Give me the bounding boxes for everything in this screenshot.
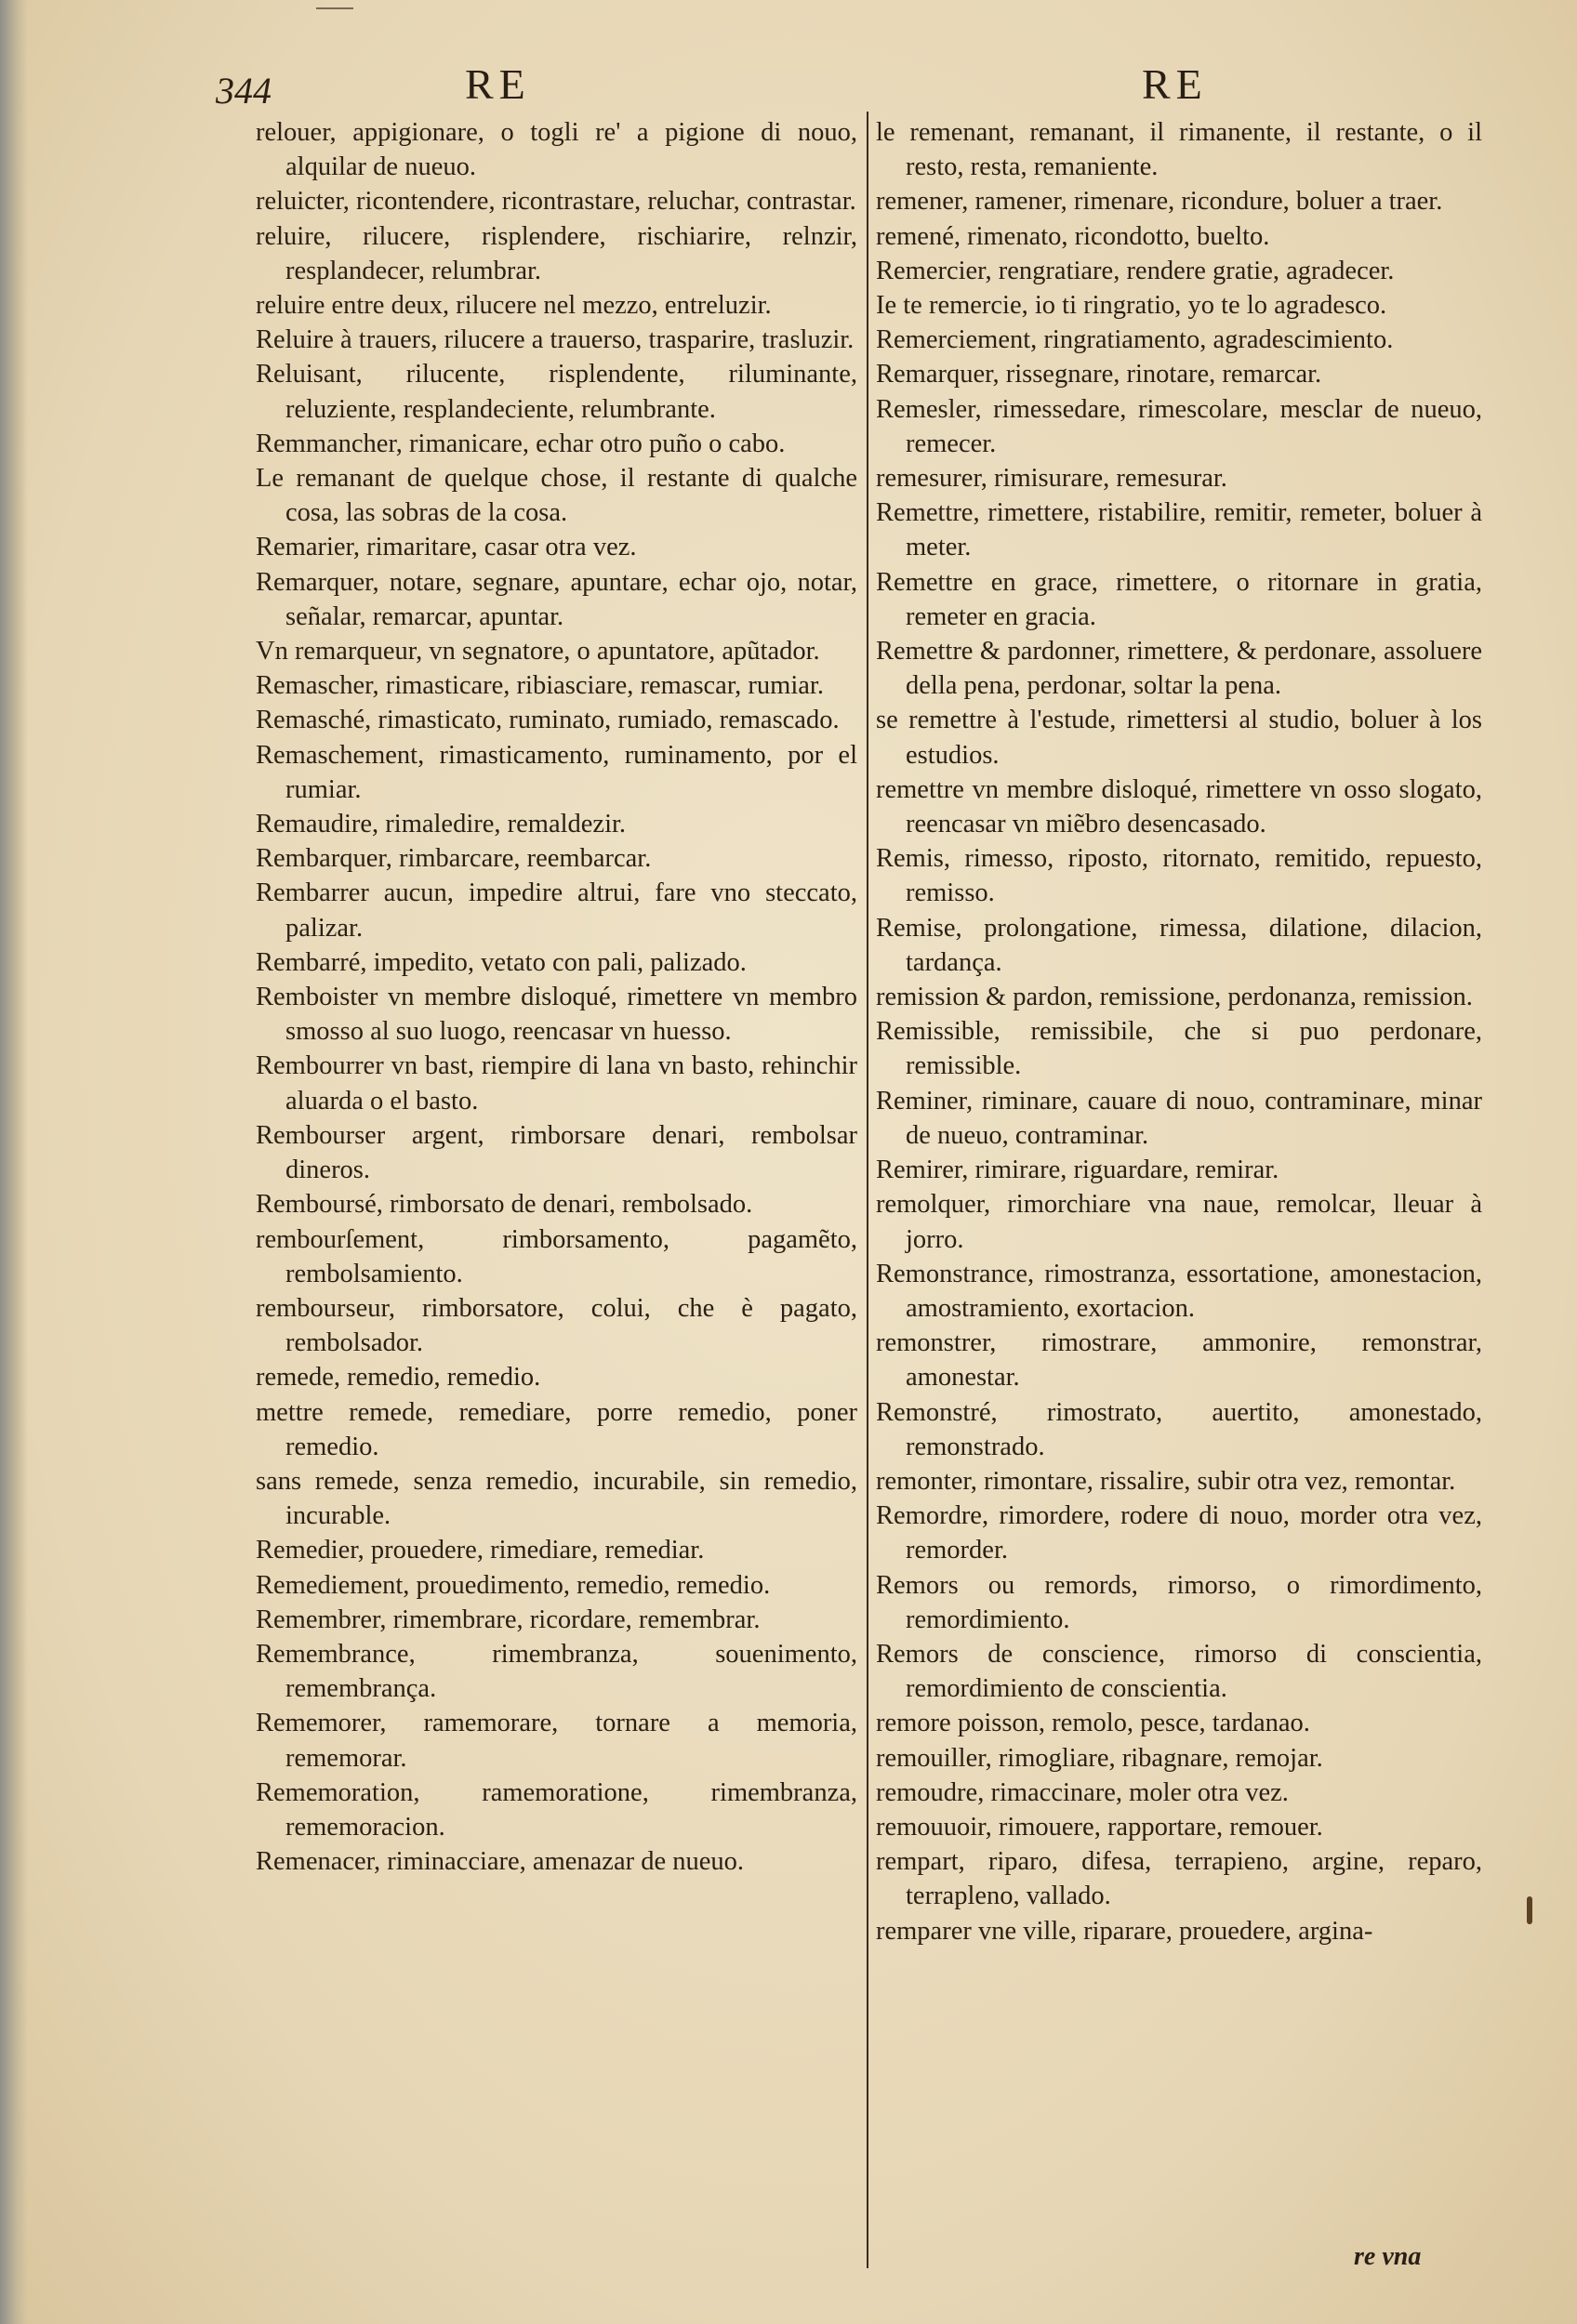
dictionary-entry: remené, rimenato, ricondotto, buelto. [876, 221, 1270, 251]
dictionary-entry: remoudre, rimaccinare, moler otra vez. [876, 1777, 1289, 1807]
dictionary-entry: Remboursé, rimborsato de denari, rembolsado. [256, 1190, 753, 1220]
left-column [256, 115, 857, 1879]
dictionary-entry: rembourseur, rimborsatore, colui, che è pagato, rembolsador. [256, 1293, 857, 1358]
dictionary-entry: remparer vne ville, riparare, prouedere, argina- [876, 1916, 1373, 1946]
dictionary-entry: Reluire à trauers, rilucere a trauerso, trasparire, trasluzir. [256, 325, 855, 355]
dictionary-entry: Remembrance, rimembranza, souenimento, remembrança. [256, 1639, 857, 1704]
dictionary-entry: remore poisson, remolo, pesce, tardanao. [876, 1709, 1310, 1738]
dictionary-entry: le remenant, remanant, il rimanente, il restante, o il resto, resta, remaniente. [876, 118, 1482, 182]
running-head [0, 59, 1577, 112]
dictionary-entry: Remarquer, notare, segnare, apuntare, echar ojo, notar, señalar, remarcar, apuntar. [256, 567, 857, 631]
dictionary-entry: Remettre & pardonner, rimettere, & perdonare, assoluere della pena, perdonar, soltar la pena. [876, 637, 1482, 701]
catchword: re vna [1354, 2242, 1422, 2271]
dictionary-entry: sans remede, senza remedio, incurabile, sin remedio, incurable. [256, 1466, 857, 1531]
dictionary-entry: Remedier, prouedere, rimediare, remediar. [256, 1536, 705, 1565]
running-head-right: RE [1142, 60, 1208, 108]
page-number: 344 [216, 70, 272, 112]
dictionary-entry: rempart, riparo, difesa, terrapieno, argine, reparo, terrapleno, vallado. [876, 1847, 1482, 1911]
dictionary-entry: Remesler, rimessedare, rimescolare, mesclar de nueuo, remecer. [876, 394, 1482, 458]
dictionary-entry: se remettre à l'estude, rimettersi al studio, boluer à los estudios. [876, 706, 1482, 770]
dictionary-entry: Remis, rimesso, riposto, ritornato, remitido, repuesto, remisso. [876, 844, 1482, 908]
dictionary-entry: Remonstrance, rimostranza, essortatione, amonestacion, amostramiento, exortacion. [876, 1259, 1482, 1323]
dictionary-entry: Rembarré, impedito, vetato con pali, palizado. [256, 947, 747, 977]
dictionary-entry: remettre vn membre disloqué, rimettere vn osso slogato, reencasar vn miẽbro desencasado. [876, 774, 1482, 839]
dictionary-entry: remission & pardon, remissione, perdonanza, remission. [876, 983, 1473, 1012]
dictionary-entry: reluicter, ricontendere, ricontrastare, reluchar, contrastar. [256, 187, 856, 217]
dictionary-entry: Remissible, remissibile, che si puo perdonare, remissible. [876, 1017, 1482, 1081]
dictionary-entry: remesurer, rimisurare, remesurar. [876, 464, 1227, 494]
ink-mark [316, 7, 353, 9]
dictionary-entry: Remboister vn membre disloqué, rimettere vn membro smosso al suo luogo, reencasar vn huesso. [256, 983, 857, 1047]
dictionary-entry: Remmancher, rimanicare, echar otro puño o cabo. [256, 429, 786, 458]
dictionary-entry: remede, remedio, remedio. [256, 1363, 541, 1393]
dictionary-entry: Remediement, prouedimento, remedio, remedio. [256, 1570, 771, 1600]
dictionary-entry: Rememorer, ramemorare, tornare a memoria, rememorar. [256, 1709, 857, 1773]
margin-mark [1527, 1896, 1532, 1924]
dictionary-entry: Ie te remercie, io ti ringratio, yo te lo agradesco. [876, 291, 1387, 321]
dictionary-entry: Remerciement, ringratiamento, agradescimiento. [876, 325, 1394, 355]
dictionary-entry: relouer, appigionare, o togli re' a pigione di nouo, alquilar de nueuo. [256, 118, 857, 182]
dictionary-entry: Reminer, riminare, cauare di nouo, contraminare, minar de nueuo, contraminar. [876, 1086, 1482, 1150]
dictionary-entry: Remenacer, riminacciare, amenazar de nueuo. [256, 1847, 745, 1877]
dictionary-entry: remonter, rimontare, rissalire, subir otra vez, remontar. [876, 1466, 1456, 1496]
dictionary-entry: reluire, rilucere, risplendere, rischiarire, relnzir, resplandecer, relumbrar. [256, 221, 857, 285]
dictionary-entry: Remettre, rimettere, ristabilire, remitir, remeter, boluer à meter. [876, 498, 1482, 562]
column-divider [867, 112, 868, 2268]
dictionary-entry: Remasché, rimasticato, ruminato, rumiado, remascado. [256, 706, 840, 735]
dictionary-entry: remouuoir, rimouere, rapportare, remouer. [876, 1812, 1323, 1842]
dictionary-entry: Remembrer, rimembrare, ricordare, remembrar. [256, 1604, 761, 1634]
dictionary-entry: Remettre en grace, rimettere, o ritornare in gratia, remeter en gracia. [876, 567, 1482, 631]
dictionary-entry: rembourſement, rimborsamento, pagamẽto, rembolsamiento. [256, 1224, 857, 1288]
right-column [876, 115, 1482, 1948]
dictionary-entry: remouiller, rimogliare, ribagnare, remojar. [876, 1743, 1323, 1773]
dictionary-entry: Rembarquer, rimbarcare, reembarcar. [256, 844, 652, 874]
dictionary-entry: Remirer, rimirare, riguardare, remirar. [876, 1155, 1279, 1185]
dictionary-entry: remolquer, rimorchiare vna naue, remolcar, lleuar à jorro. [876, 1190, 1482, 1254]
dictionary-entry: Rembarrer aucun, impedire altrui, fare vno steccato, palizar. [256, 878, 857, 943]
dictionary-entry: mettre remede, remediare, porre remedio, poner remedio. [256, 1397, 857, 1461]
dictionary-entry: Remercier, rengratiare, rendere gratie, agradecer. [876, 256, 1395, 285]
dictionary-entry: Remors de conscience, rimorso di conscientia, remordimiento de conscientia. [876, 1639, 1482, 1704]
dictionary-entry: Remordre, rimordere, rodere di nouo, morder otra vez, remorder. [876, 1501, 1482, 1565]
dictionary-entry: Rememoration, ramemoratione, rimembranza, rememoracion. [256, 1777, 857, 1842]
dictionary-entry: Remarquer, rissegnare, rinotare, remarcar. [876, 360, 1322, 390]
dictionary-entry: Remise, prolongatione, rimessa, dilatione, dilacion, tardança. [876, 913, 1482, 977]
dictionary-entry: Le remanant de quelque chose, il restante di qualche cosa, las sobras de la cosa. [256, 464, 857, 528]
running-head-left: RE [465, 60, 531, 108]
dictionary-entry: Remarier, rimaritare, casar otra vez. [256, 533, 637, 562]
dictionary-entry: Rembourser argent, rimborsare denari, rembolsar dineros. [256, 1120, 857, 1185]
dictionary-entry: reluire entre deux, rilucere nel mezzo, entreluzir. [256, 291, 772, 321]
dictionary-entry: Remaschement, rimasticamento, ruminamento, por el rumiar. [256, 740, 857, 804]
dictionary-entry: Remaudire, rimaledire, remaldezir. [256, 810, 627, 839]
dictionary-entry: Vn remarqueur, vn segnatore, o apuntatore, apũtador. [256, 637, 820, 667]
dictionary-entry: Rembourrer vn bast, riempire di lana vn basto, rehinchir aluarda o el basto. [256, 1051, 857, 1116]
dictionary-entry: Remascher, rimasticare, ribiasciare, remascar, rumiar. [256, 671, 824, 701]
spine-shadow [0, 0, 28, 2324]
dictionary-entry: Remors ou remords, rimorso, o rimordimento, remordimiento. [876, 1570, 1482, 1634]
dictionary-entry: Remonstré, rimostrato, auertito, amonestado, remonstrado. [876, 1397, 1482, 1461]
dictionary-entry: Reluisant, rilucente, risplendente, riluminante, reluziente, resplandeciente, relumbrante. [256, 360, 857, 424]
dictionary-entry: remener, ramener, rimenare, ricondure, boluer a traer. [876, 187, 1443, 217]
dictionary-entry: remonstrer, rimostrare, ammonire, remonstrar, amonestar. [876, 1328, 1482, 1393]
